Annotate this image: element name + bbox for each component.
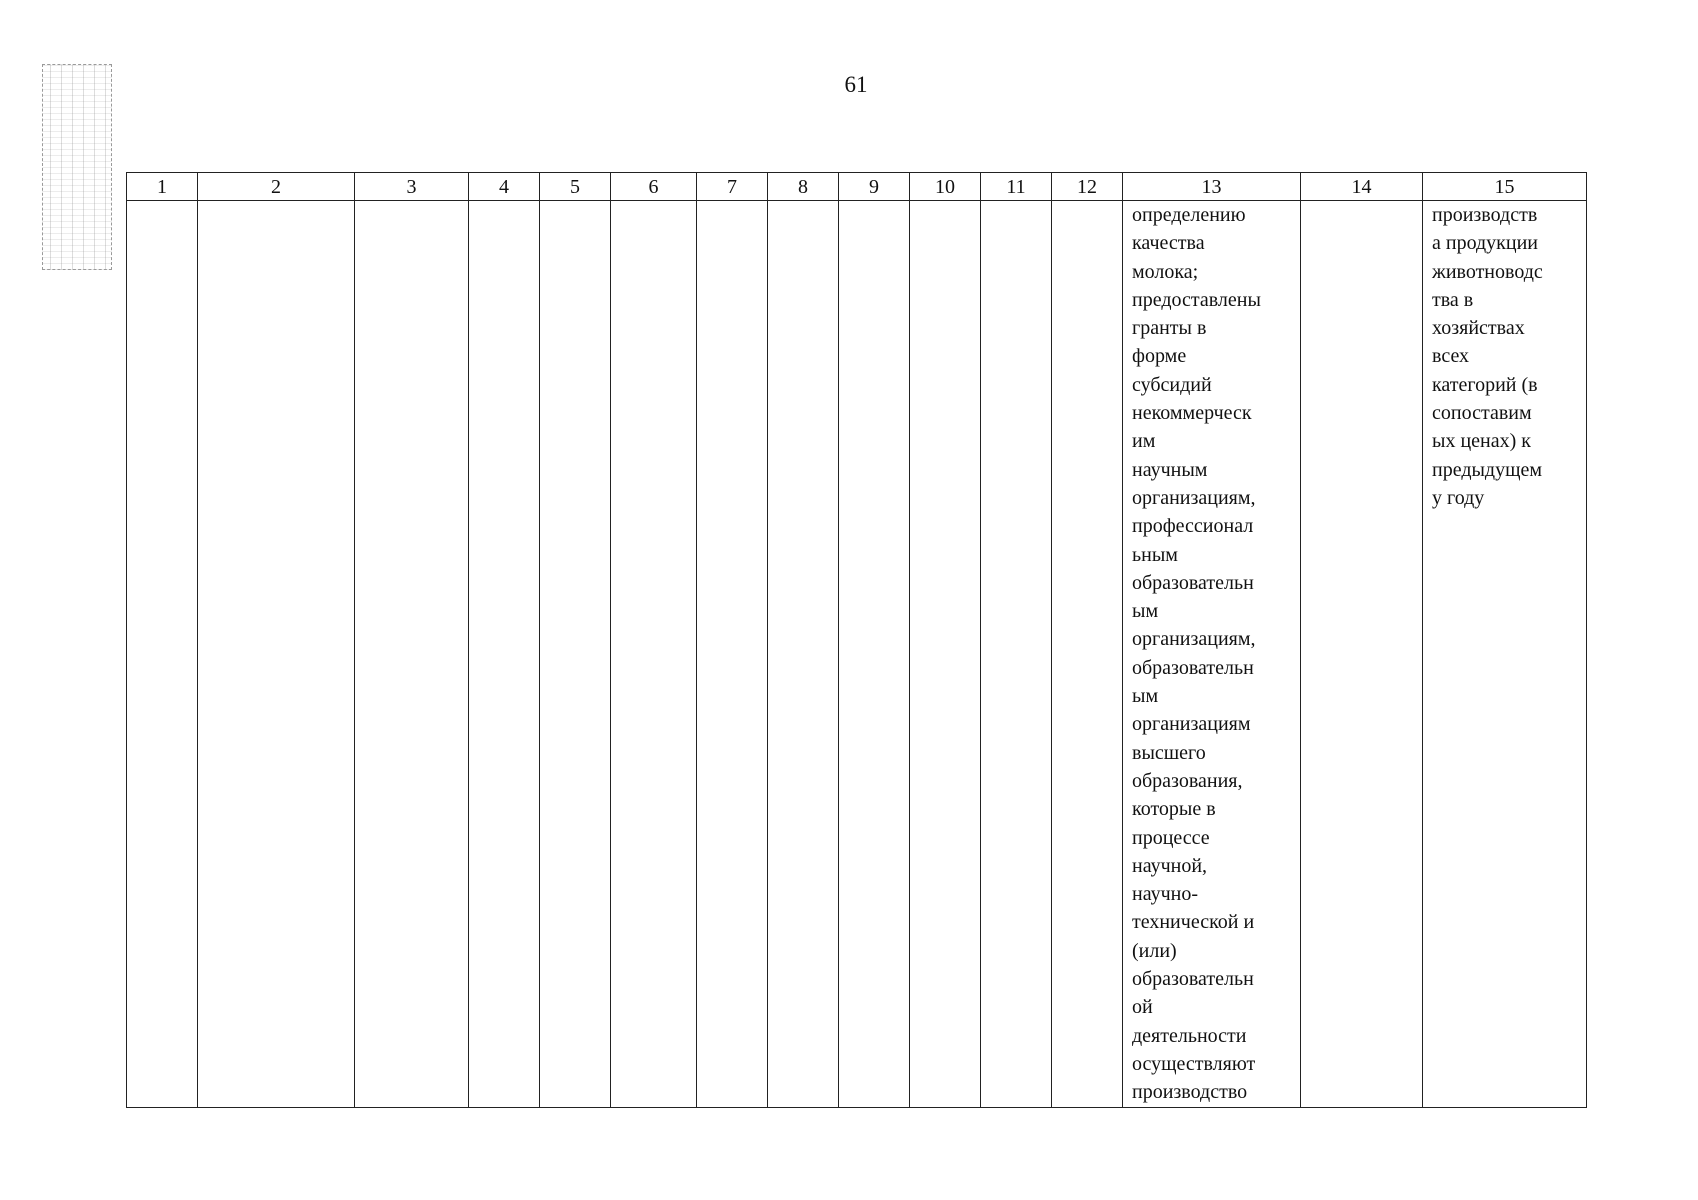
col13-line: образовательн	[1132, 656, 1254, 679]
col13-line: организациям	[1132, 713, 1251, 736]
col13-line: производство	[1132, 1081, 1248, 1104]
col13-line: осуществляют	[1132, 1052, 1256, 1075]
col-header-12: 12	[1052, 173, 1123, 201]
col15-line: производств	[1432, 204, 1538, 226]
cell-col-14	[1301, 201, 1423, 1108]
col13-line: научно-	[1132, 883, 1198, 906]
col13-line: определению	[1132, 204, 1246, 226]
page-number: 61	[844, 72, 868, 97]
col-header-6: 6	[611, 173, 697, 201]
col-header-8: 8	[768, 173, 839, 201]
col-header-9: 9	[839, 173, 910, 201]
cell-col-13	[1123, 201, 1301, 1108]
col15-line: сопоставим	[1432, 402, 1532, 425]
cell-col-5	[540, 201, 611, 1108]
col13-line: деятельности	[1132, 1024, 1247, 1047]
cell-col-1	[127, 201, 198, 1108]
col-header-5: 5	[540, 173, 611, 201]
col13-line: научной,	[1132, 854, 1208, 877]
col13-line: (или)	[1132, 939, 1177, 962]
cell-col-6	[611, 201, 697, 1108]
col13-line: которые в	[1132, 798, 1216, 821]
col13-line: образовательн	[1132, 968, 1254, 991]
header-row	[127, 173, 1587, 201]
table-row	[127, 201, 1587, 1108]
cell-col-10	[910, 201, 981, 1108]
col13-line: процессе	[1132, 826, 1210, 849]
col15-line: животноводс	[1432, 260, 1543, 283]
col15-line: предыдущем	[1432, 458, 1543, 481]
col15-line: а продукции	[1432, 232, 1539, 255]
col13-line: гранты в	[1132, 317, 1207, 340]
col15-text	[1423, 201, 1586, 512]
col-header-15: 15	[1423, 173, 1587, 201]
col15-line: всех	[1432, 345, 1470, 368]
cell-col-9	[839, 201, 910, 1108]
col15-line: ых ценах) к	[1432, 430, 1531, 453]
col15-line: категорий (в	[1432, 373, 1538, 396]
col13-line: им	[1132, 430, 1156, 453]
cell-col-11	[981, 201, 1052, 1108]
cell-col-15	[1423, 201, 1587, 1108]
cell-col-7	[697, 201, 768, 1108]
col-header-2: 2	[198, 173, 355, 201]
col13-line: субсидий	[1132, 373, 1212, 396]
col15-line: тва в	[1432, 288, 1474, 311]
col-header-14: 14	[1301, 173, 1423, 201]
col13-line: ьным	[1132, 543, 1178, 566]
col13-line: образовательн	[1132, 571, 1254, 594]
col13-line: ой	[1132, 996, 1153, 1019]
col13-text	[1123, 201, 1300, 1107]
col-header-7: 7	[697, 173, 768, 201]
col13-line: некоммерческ	[1132, 402, 1252, 425]
col13-line: профессионал	[1132, 515, 1254, 538]
col13-line: высшего	[1132, 741, 1206, 764]
col13-line: форме	[1132, 345, 1187, 368]
col-header-1: 1	[127, 173, 198, 201]
col13-line: технической и	[1132, 911, 1255, 934]
col13-line: научным	[1132, 458, 1208, 481]
col13-line: предоставлены	[1132, 288, 1261, 311]
data-table	[126, 172, 1587, 1108]
cell-col-2	[198, 201, 355, 1108]
col15-line: хозяйствах	[1432, 317, 1525, 340]
cell-col-12	[1052, 201, 1123, 1108]
col13-line: молока;	[1132, 260, 1199, 283]
col13-line: организациям,	[1132, 628, 1256, 651]
col13-line: организациям,	[1132, 486, 1256, 509]
col13-line: ым	[1132, 600, 1159, 623]
cell-col-8	[768, 201, 839, 1108]
col13-line: ым	[1132, 685, 1159, 708]
col-header-3: 3	[355, 173, 469, 201]
col-header-10: 10	[910, 173, 981, 201]
cell-col-4	[469, 201, 540, 1108]
col13-line: образования,	[1132, 769, 1243, 792]
cell-col-3	[355, 201, 469, 1108]
col13-line: качества	[1132, 232, 1205, 255]
col15-line: у году	[1432, 486, 1485, 509]
col-header-13: 13	[1123, 173, 1301, 201]
col-header-11: 11	[981, 173, 1052, 201]
col-header-4: 4	[469, 173, 540, 201]
